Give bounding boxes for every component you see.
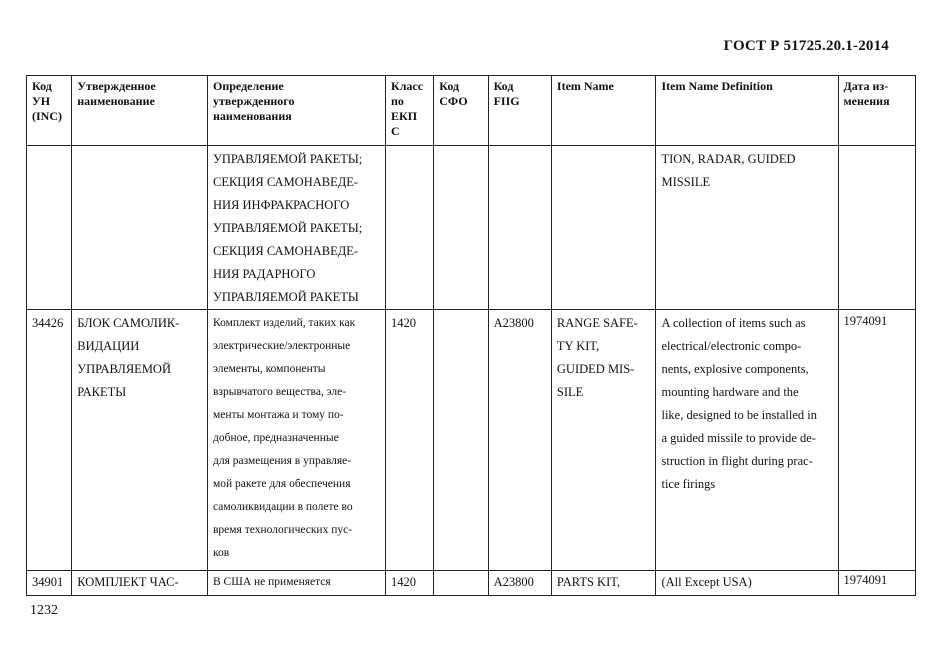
table-row (27, 310, 916, 571)
col-header-fiig (488, 76, 551, 146)
cell-line: менты монтажа и тому по- (213, 409, 344, 421)
cell-fiig (488, 310, 551, 571)
cell-line: УПРАВЛЯЕМОЙ (77, 362, 171, 376)
header-line: Дата из- (843, 79, 889, 93)
cell-line: КОМПЛЕКТ ЧАС- (77, 575, 179, 589)
header-line: С (391, 124, 400, 138)
header-line: Item Name Definition (661, 79, 773, 93)
cell-inc (27, 571, 72, 596)
cell-line: electrical/electronic compo- (661, 339, 802, 353)
cell-line: ков (213, 547, 230, 559)
cell-change-date (838, 146, 916, 310)
cell-definition-ru (208, 146, 386, 310)
cell-line: GUIDED MIS- (556, 362, 635, 376)
cell-line: СЕКЦИЯ САМОНАВЕДЕ- (213, 175, 359, 189)
cell-line: ВИДАЦИИ (77, 339, 140, 353)
header-line: по (391, 94, 404, 108)
header-line: FIIG (493, 94, 520, 108)
cell-item-name (551, 146, 656, 310)
cell-line: 1420 (391, 316, 416, 330)
cell-line: TION, RADAR, GUIDED (661, 152, 796, 166)
table-row (27, 571, 916, 596)
cell-line: struction in flight during prac- (661, 454, 813, 468)
col-header-approved-name (72, 76, 208, 146)
header-line: Код (32, 79, 52, 93)
cell-line: БЛОК САМОЛИК- (77, 316, 180, 330)
col-header-change-date (838, 76, 916, 146)
header-line: УН (32, 94, 51, 108)
cell-line: взрывчатого вещества, эле- (213, 386, 347, 398)
cell-change-date (838, 571, 916, 596)
cell-inc (27, 146, 72, 310)
cell-item-definition (656, 146, 838, 310)
cell-line: СЕКЦИЯ САМОНАВЕДЕ- (213, 244, 359, 258)
cell-line: SILE (556, 385, 584, 399)
cell-line: УПРАВЛЯЕМОЙ РАКЕТЫ (213, 290, 359, 304)
cell-fiig (488, 571, 551, 596)
cell-line: like, designed to be installed in (661, 408, 818, 422)
item-name-table (26, 75, 916, 596)
cell-line: A collection of items such as (661, 316, 806, 330)
header-line: утвержденного (213, 94, 295, 108)
cell-class (386, 571, 434, 596)
table-row (27, 146, 916, 310)
header-line: Определение (213, 79, 284, 93)
cell-item-name (551, 571, 656, 596)
cell-line: a guided missile to provide de- (661, 431, 816, 445)
cell-definition-ru (208, 571, 386, 596)
header-line: Item Name (556, 79, 614, 93)
cell-line: (All Except USA) (661, 575, 752, 589)
header-line: наименование (77, 94, 155, 108)
col-header-definition (208, 76, 386, 146)
header-line: менения (843, 94, 890, 108)
document-code: ГОСТ Р 51725.20.1-2014 (723, 38, 889, 54)
cell-approved-name (72, 571, 208, 596)
cell-sfo (434, 146, 488, 310)
cell-line: самоликвидации в полете во (213, 501, 353, 513)
cell-inc (27, 310, 72, 571)
cell-line: УПРАВЛЯЕМОЙ РАКЕТЫ; (213, 221, 363, 235)
cell-line: mounting hardware and the (661, 385, 799, 399)
cell-class (386, 310, 434, 571)
cell-line: MISSILE (661, 175, 711, 189)
header-line: наименования (213, 109, 292, 123)
cell-sfo (434, 310, 488, 571)
cell-line: добное, предназначенные (213, 432, 339, 444)
cell-line: tice firings (661, 477, 716, 491)
cell-sfo (434, 571, 488, 596)
cell-line: TY KIT, (556, 339, 600, 353)
cell-class (386, 146, 434, 310)
cell-line: электрические/электронные (213, 340, 351, 352)
cell-line: Комплект изделий, таких как (213, 317, 356, 329)
col-header-sfo (434, 76, 488, 146)
col-header-item-definition (656, 76, 838, 146)
header-line: Утвержденное (77, 79, 156, 93)
cell-definition-ru (208, 310, 386, 571)
header-line: (INC) (32, 109, 62, 123)
cell-line: PARTS KIT, (556, 575, 621, 589)
table-header-row (27, 76, 916, 146)
cell-item-definition (656, 571, 838, 596)
header-line: ЕКП (391, 109, 418, 123)
cell-line: В США не применяется (213, 576, 331, 588)
cell-line: мой ракете для обеспечения (213, 478, 351, 490)
col-header-inc (27, 76, 72, 146)
cell-line: РАКЕТЫ (77, 385, 127, 399)
cell-line: УПРАВЛЯЕМОЙ РАКЕТЫ; (213, 152, 363, 166)
cell-change-date (838, 310, 916, 571)
cell-line: время технологических пус- (213, 524, 353, 536)
cell-line: nents, explosive components, (661, 362, 809, 376)
header-line: Код (493, 79, 514, 93)
cell-line: НИЯ ИНФРАКРАСНОГО (213, 198, 350, 212)
cell-line: элементы, компоненты (213, 363, 326, 375)
cell-line: 1974091 (843, 573, 888, 587)
cell-line: НИЯ РАДАРНОГО (213, 267, 316, 281)
cell-line: 1420 (391, 575, 416, 589)
cell-line: 1974091 (843, 314, 888, 328)
header-line: Код (439, 79, 460, 93)
cell-item-name (551, 310, 656, 571)
cell-line: A23800 (493, 575, 534, 589)
cell-line: для размещения в управляе- (213, 455, 352, 467)
col-header-item-name (551, 76, 656, 146)
header-line: СФО (439, 94, 468, 108)
cell-approved-name (72, 146, 208, 310)
cell-line: A23800 (493, 316, 534, 330)
col-header-class (386, 76, 434, 146)
header-line: Класс (391, 79, 424, 93)
cell-line: 34426 (32, 316, 64, 330)
cell-fiig (488, 146, 551, 310)
cell-line: RANGE SAFE- (556, 316, 638, 330)
page-number: 1232 (30, 603, 58, 618)
cell-approved-name (72, 310, 208, 571)
cell-item-definition (656, 310, 838, 571)
cell-line: 34901 (32, 575, 64, 589)
